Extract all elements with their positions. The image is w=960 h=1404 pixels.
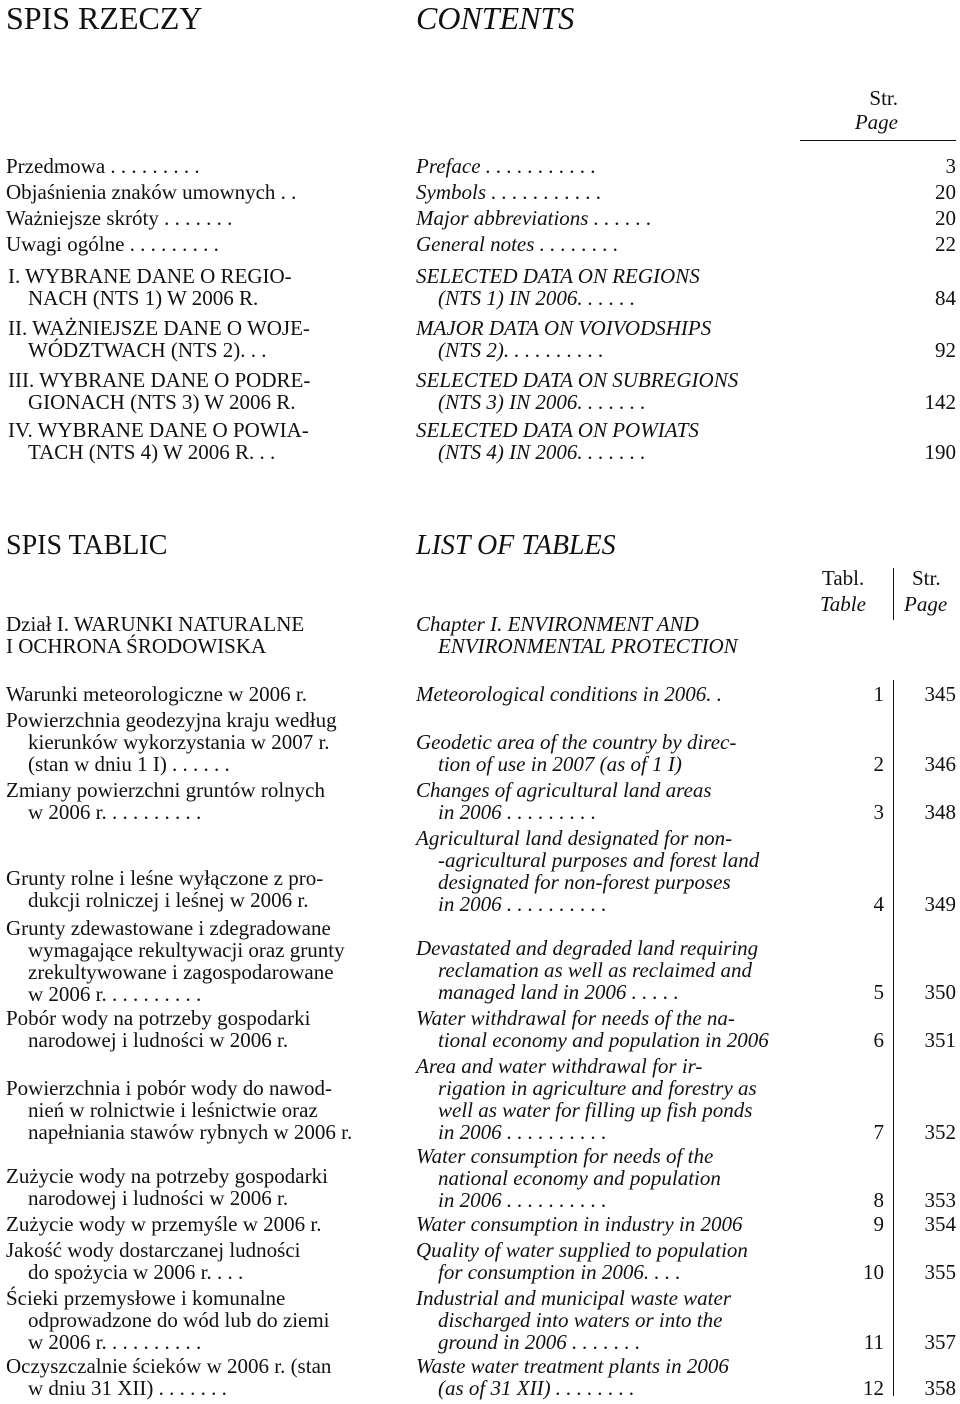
contents-entry-pl: GIONACH (NTS 3) W 2006 R. bbox=[28, 390, 296, 414]
table-entry-pl: dukcji rolniczej i leśnej w 2006 r. bbox=[28, 888, 309, 912]
chapter-line-pl: I OCHRONA ŚRODOWISKA bbox=[6, 634, 267, 658]
table-number: 12 bbox=[863, 1376, 884, 1400]
table-entry-pl: Powierzchnia geodezyjna kraju według bbox=[6, 708, 337, 732]
contents-entry-pl: II. WAŻNIEJSZE DANE O WOJE- bbox=[8, 316, 310, 340]
contents-entry-en: Symbols . . . . . . . . . . . bbox=[416, 180, 602, 204]
table-entry-en: Industrial and municipal waste water bbox=[416, 1286, 731, 1310]
table-entry-pl: Warunki meteorologiczne w 2006 r. bbox=[6, 682, 307, 706]
table-entry-pl: Zużycie wody na potrzeby gospodarki bbox=[6, 1164, 328, 1188]
table-page-number: 355 bbox=[924, 1260, 956, 1284]
table-entry-pl: wymagające rekultywacji oraz grunty bbox=[28, 938, 345, 962]
table-page-number: 358 bbox=[924, 1376, 956, 1400]
table-entry-pl: nień w rolnictwie i leśnictwie oraz bbox=[28, 1098, 318, 1122]
contents-entry-pl: NACH (NTS 1) W 2006 R. bbox=[28, 286, 259, 310]
tables-heading-en: LIST OF TABLES bbox=[416, 530, 616, 561]
table-entry-pl: kierunków wykorzystania w 2007 r. bbox=[28, 730, 330, 754]
table-page-number: 357 bbox=[924, 1330, 956, 1354]
table-entry-pl: odprowadzone do wód lub do ziemi bbox=[28, 1308, 330, 1332]
table-entry-en: Geodetic area of the country by direc- bbox=[416, 730, 737, 754]
table-entry-en: Quality of water supplied to population bbox=[416, 1238, 748, 1262]
contents-entry-en: SELECTED DATA ON SUBREGIONS bbox=[416, 368, 739, 392]
table-entry-pl: w 2006 r. . . . . . . . . . bbox=[28, 1330, 202, 1354]
table-entry-en: tional economy and population in 2006 bbox=[438, 1028, 769, 1052]
page-column-label-en: Page bbox=[854, 110, 898, 134]
table-page-number: 345 bbox=[924, 682, 956, 706]
tables-page-column-label-en: Page bbox=[904, 592, 948, 616]
table-page-number: 353 bbox=[924, 1188, 956, 1212]
table-entry-pl: Powierzchnia i pobór wody do nawod- bbox=[6, 1076, 333, 1100]
table-entry-pl: Grunty rolne i leśne wyłączone z pro- bbox=[6, 866, 324, 890]
contents-entry-en: General notes . . . . . . . . bbox=[416, 232, 619, 256]
table-number: 10 bbox=[863, 1260, 884, 1284]
table-entry-pl: w 2006 r. . . . . . . . . . bbox=[28, 800, 202, 824]
table-page-number: 348 bbox=[924, 800, 956, 824]
table-entry-en: Water consumption for needs of the bbox=[416, 1144, 714, 1168]
table-entry-pl: Oczyszczalnie ścieków w 2006 r. (stan bbox=[6, 1354, 332, 1378]
column-divider bbox=[893, 680, 894, 1396]
contents-entry-en: (NTS 1) IN 2006. . . . . . bbox=[438, 286, 636, 310]
table-number: 9 bbox=[873, 1212, 884, 1236]
page-column-label-pl: Str. bbox=[869, 86, 898, 110]
column-divider-header bbox=[893, 568, 894, 620]
contents-entry-en: SELECTED DATA ON REGIONS bbox=[416, 264, 700, 288]
table-entry-en: tion of use in 2007 (as of 1 I) bbox=[438, 752, 682, 776]
table-entry-en: well as water for filling up fish ponds bbox=[438, 1098, 753, 1122]
table-page-number: 346 bbox=[924, 752, 956, 776]
contents-page-number: 190 bbox=[924, 440, 956, 464]
table-number: 1 bbox=[873, 682, 884, 706]
contents-entry-en: SELECTED DATA ON POWIATS bbox=[416, 418, 699, 442]
table-page-number: 354 bbox=[924, 1212, 956, 1236]
contents-heading-en: CONTENTS bbox=[416, 0, 575, 36]
table-number: 6 bbox=[873, 1028, 884, 1052]
table-page-number: 349 bbox=[924, 892, 956, 916]
table-entry-pl: w 2006 r. . . . . . . . . . bbox=[28, 982, 202, 1006]
table-number: 3 bbox=[873, 800, 884, 824]
table-entry-en: in 2006 . . . . . . . . . bbox=[438, 800, 597, 824]
contents-entry-pl: Przedmowa . . . . . . . . . bbox=[6, 154, 200, 178]
table-entry-pl: do spożycia w 2006 r. . . . bbox=[28, 1260, 244, 1284]
table-entry-en: Waste water treatment plants in 2006 bbox=[416, 1354, 729, 1378]
table-entry-en: Water withdrawal for needs of the na- bbox=[416, 1006, 735, 1030]
table-entry-en: reclamation as well as reclaimed and bbox=[438, 958, 752, 982]
table-entry-en: Agricultural land designated for non- bbox=[416, 826, 733, 850]
table-entry-en: in 2006 . . . . . . . . . . bbox=[438, 892, 607, 916]
table-entry-pl: narodowej i ludności w 2006 r. bbox=[28, 1186, 289, 1210]
table-column-label-pl: Tabl. bbox=[822, 566, 865, 590]
table-entry-pl: napełniania stawów rybnych w 2006 r. bbox=[28, 1120, 353, 1144]
table-entry-en: managed land in 2006 . . . . . bbox=[438, 980, 679, 1004]
table-column-label-en: Table bbox=[820, 592, 866, 616]
table-entry-pl: Ścieki przemysłowe i komunalne bbox=[6, 1286, 286, 1310]
table-number: 7 bbox=[873, 1120, 884, 1144]
table-entry-pl: Grunty zdewastowane i zdegradowane bbox=[6, 916, 331, 940]
table-entry-pl: Pobór wody na potrzeby gospodarki bbox=[6, 1006, 311, 1030]
table-entry-en: in 2006 . . . . . . . . . . bbox=[438, 1120, 607, 1144]
table-entry-en: Water consumption in industry in 2006 bbox=[416, 1212, 743, 1236]
contents-entry-pl: I. WYBRANE DANE O REGIO- bbox=[8, 264, 292, 288]
chapter-line-en: Chapter I. ENVIRONMENT AND bbox=[416, 612, 699, 636]
table-entry-en: Area and water withdrawal for ir- bbox=[416, 1054, 703, 1078]
table-entry-pl: (stan w dniu 1 I) . . . . . . bbox=[28, 752, 230, 776]
contents-entry-pl: TACH (NTS 4) W 2006 R. . . bbox=[28, 440, 276, 464]
table-entry-en: for consumption in 2006. . . . bbox=[438, 1260, 681, 1284]
table-entry-en: -agricultural purposes and forest land bbox=[438, 848, 760, 872]
tables-heading-pl: SPIS TABLIC bbox=[6, 530, 168, 561]
table-entry-en: rigation in agriculture and forestry as bbox=[438, 1076, 757, 1100]
table-page-number: 352 bbox=[924, 1120, 956, 1144]
table-entry-en: ground in 2006 . . . . . . . bbox=[438, 1330, 641, 1354]
table-number: 2 bbox=[873, 752, 884, 776]
table-entry-pl: Jakość wody dostarczanej ludności bbox=[6, 1238, 301, 1262]
contents-page-number: 20 bbox=[935, 206, 956, 230]
table-entry-pl: narodowej i ludności w 2006 r. bbox=[28, 1028, 289, 1052]
contents-entry-en: MAJOR DATA ON VOIVODSHIPS bbox=[416, 316, 712, 340]
contents-heading-pl: SPIS RZECZY bbox=[6, 0, 203, 36]
chapter-line-en: ENVIRONMENTAL PROTECTION bbox=[438, 634, 738, 658]
table-number: 4 bbox=[873, 892, 884, 916]
contents-page-number: 3 bbox=[945, 154, 956, 178]
table-entry-pl: zrekultywowane i zagospodarowane bbox=[28, 960, 334, 984]
page-column-rule bbox=[800, 140, 956, 141]
table-page-number: 351 bbox=[924, 1028, 956, 1052]
table-number: 11 bbox=[863, 1330, 884, 1354]
table-page-number: 350 bbox=[924, 980, 956, 1004]
contents-entry-en: (NTS 4) IN 2006. . . . . . . bbox=[438, 440, 646, 464]
contents-entry-pl: III. WYBRANE DANE O PODRE- bbox=[8, 368, 311, 392]
table-entry-en: Changes of agricultural land areas bbox=[416, 778, 712, 802]
table-entry-en: designated for non-forest purposes bbox=[438, 870, 731, 894]
contents-page-number: 22 bbox=[935, 232, 956, 256]
table-entry-en: (as of 31 XII) . . . . . . . . bbox=[438, 1376, 635, 1400]
contents-entry-en: Major abbreviations . . . . . . bbox=[416, 206, 652, 230]
contents-entry-pl: Uwagi ogólne . . . . . . . . . bbox=[6, 232, 219, 256]
contents-page-number: 142 bbox=[924, 390, 956, 414]
table-entry-pl: Zużycie wody w przemyśle w 2006 r. bbox=[6, 1212, 322, 1236]
table-entry-en: discharged into waters or into the bbox=[438, 1308, 723, 1332]
table-entry-en: Meteorological conditions in 2006. . bbox=[416, 682, 723, 706]
contents-entry-pl: Objaśnienia znaków umownych . . bbox=[6, 180, 297, 204]
contents-entry-pl: WÓDZTWACH (NTS 2). . . bbox=[28, 338, 267, 362]
contents-page-number: 84 bbox=[935, 286, 956, 310]
table-entry-en: Devastated and degraded land requiring bbox=[416, 936, 759, 960]
contents-entry-en: Preface . . . . . . . . . . . bbox=[416, 154, 597, 178]
table-entry-pl: Zmiany powierzchni gruntów rolnych bbox=[6, 778, 325, 802]
table-number: 8 bbox=[873, 1188, 884, 1212]
table-entry-pl: w dniu 31 XII) . . . . . . . bbox=[28, 1376, 227, 1400]
contents-entry-pl: IV. WYBRANE DANE O POWIA- bbox=[8, 418, 309, 442]
tables-page-column-label-pl: Str. bbox=[912, 566, 941, 590]
table-entry-en: national economy and population bbox=[438, 1166, 721, 1190]
table-entry-en: in 2006 . . . . . . . . . . bbox=[438, 1188, 607, 1212]
contents-entry-en: (NTS 2). . . . . . . . . . bbox=[438, 338, 604, 362]
chapter-line-pl: Dział I. WARUNKI NATURALNE bbox=[6, 612, 305, 636]
contents-entry-pl: Ważniejsze skróty . . . . . . . bbox=[6, 206, 233, 230]
contents-page-number: 92 bbox=[935, 338, 956, 362]
table-number: 5 bbox=[873, 980, 884, 1004]
contents-page-number: 20 bbox=[935, 180, 956, 204]
contents-entry-en: (NTS 3) IN 2006. . . . . . . bbox=[438, 390, 646, 414]
